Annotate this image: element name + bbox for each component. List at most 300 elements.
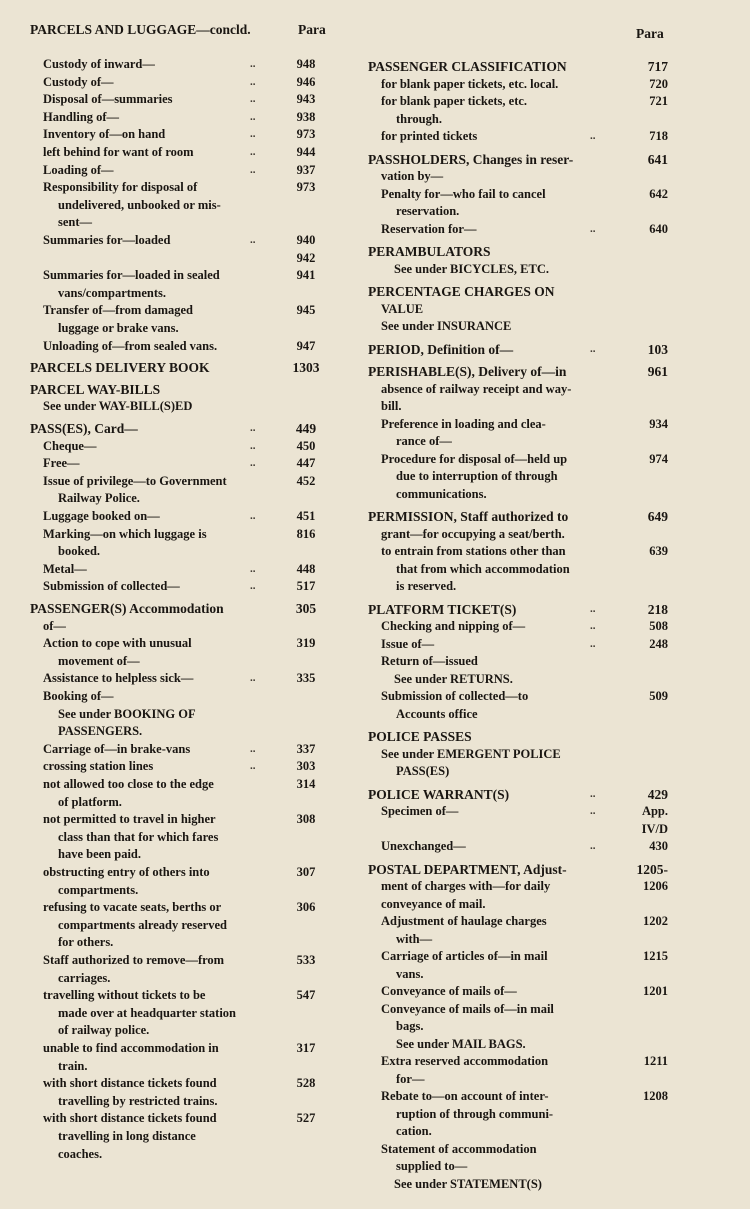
entry-text: Action to cope with unusual — [43, 636, 192, 651]
index-entry — [30, 1128, 350, 1146]
index-entry — [30, 653, 350, 671]
entry-text: travelling without tickets to be — [43, 988, 206, 1003]
entry-text: communications. — [396, 486, 487, 501]
index-entry — [30, 741, 350, 759]
entry-text: that from which accommodation — [396, 561, 570, 576]
index-entry — [30, 162, 350, 180]
entry-text: Cheque— — [43, 438, 97, 453]
para-number: 642 — [649, 186, 668, 201]
para-number: 317 — [296, 1041, 316, 1055]
para-number: 948 — [296, 57, 316, 71]
index-entry — [30, 74, 350, 92]
leader-dots: .. — [250, 742, 256, 755]
index-entry — [368, 1123, 668, 1141]
entry-text: supplied to— — [396, 1159, 468, 1173]
index-entry — [368, 221, 668, 239]
para-number: 974 — [649, 451, 668, 466]
para-number: 448 — [296, 561, 316, 576]
entry-text: vans. — [396, 966, 424, 981]
leader-dots: .. — [590, 222, 596, 235]
para-number: 509 — [649, 689, 668, 703]
para-number: 218 — [647, 601, 668, 617]
entry-text: Submission of collected—to — [381, 689, 529, 703]
index-entry — [30, 723, 350, 741]
entry-text: PLATFORM TICKET(S) — [368, 601, 517, 617]
para-number: 1215 — [643, 949, 668, 963]
entry-text: obstructing entry of others into — [43, 865, 210, 879]
entry-text: through. — [396, 111, 442, 126]
index-entry — [368, 966, 668, 984]
entry-text: Issue of privilege—to Government — [43, 473, 227, 488]
entry-text: luggage or brake vans. — [58, 321, 179, 335]
para-number: 450 — [296, 438, 316, 453]
entry-text: Staff authorized to remove—from — [43, 953, 225, 967]
index-entry — [368, 1036, 668, 1054]
leader-dots: .. — [250, 163, 256, 176]
index-entry — [368, 1071, 668, 1089]
index-entry — [368, 1018, 668, 1036]
para-number: 547 — [296, 988, 316, 1003]
entry-text: coaches. — [58, 1146, 103, 1161]
para-number: 447 — [296, 456, 316, 471]
entry-text: Assistance to helpless sick— — [43, 671, 194, 686]
para-number: 430 — [649, 839, 668, 853]
index-entry — [30, 197, 350, 215]
para-number: 319 — [296, 636, 316, 651]
index-entry — [368, 508, 668, 526]
para-number: 452 — [296, 473, 316, 488]
leader-dots: .. — [590, 342, 596, 355]
index-entry — [30, 829, 350, 847]
para-number: 307 — [296, 865, 316, 879]
entry-text: reservation. — [396, 204, 460, 218]
entry-text: for others. — [58, 935, 114, 950]
index-entry — [368, 561, 668, 579]
para-number: IV/D — [641, 821, 668, 836]
index-entry — [368, 746, 668, 764]
para-number: 528 — [296, 1076, 316, 1091]
entry-text: rance of— — [396, 434, 452, 448]
index-entry — [30, 144, 350, 162]
para-number: 944 — [296, 145, 316, 159]
para-number: 640 — [649, 221, 668, 236]
index-entry — [368, 578, 668, 596]
para-number: 429 — [647, 786, 668, 802]
index-entry — [368, 433, 668, 451]
para-number: 303 — [296, 759, 316, 774]
entry-text: with short distance tickets found — [43, 1111, 217, 1126]
index-entry — [30, 56, 350, 74]
entry-text: travelling in long distance — [58, 1129, 196, 1143]
index-entry — [368, 671, 668, 689]
para-number: 508 — [649, 619, 668, 633]
entry-text: See under BOOKING OF — [58, 706, 196, 721]
index-entry — [368, 526, 668, 544]
index-entry — [30, 794, 350, 812]
index-entry — [368, 1053, 668, 1071]
index-entry — [30, 381, 350, 399]
leader-dots: .. — [250, 580, 256, 593]
entry-text: ment of charges with—for daily — [381, 879, 551, 893]
entry-text: Reservation for— — [381, 221, 477, 236]
index-entry — [30, 970, 350, 988]
para-number: 938 — [296, 109, 316, 124]
para-number: 945 — [296, 303, 316, 318]
index-entry — [368, 878, 668, 896]
entry-text: PERCENTAGE CHARGES ON — [368, 284, 555, 299]
entry-text: Disposal of—summaries — [43, 92, 173, 107]
entry-text: Booking of— — [43, 689, 114, 703]
index-entry — [368, 618, 668, 636]
index-entry — [30, 578, 350, 596]
index-entry — [30, 473, 350, 491]
entry-text: carriages. — [58, 970, 111, 985]
entry-text: See under WAY-BILL(S)ED — [43, 399, 193, 414]
para-number: 943 — [296, 92, 316, 107]
leader-dots: .. — [590, 620, 596, 632]
index-entry — [368, 1001, 668, 1019]
para-number: 937 — [296, 162, 316, 177]
index-entry — [30, 455, 350, 473]
para-number: 946 — [296, 74, 316, 89]
entry-text: made over at headquarter station — [58, 1005, 236, 1020]
entry-text: Carriage of—in brake-vans — [43, 741, 191, 756]
entry-text: have been paid. — [58, 847, 142, 862]
index-entry — [30, 846, 350, 864]
entry-text: Adjustment of haulage charges — [381, 914, 547, 928]
entry-text: Issue of— — [381, 636, 435, 651]
index-entry — [30, 1040, 350, 1058]
entry-text: See under BICYCLES, ETC. — [394, 261, 550, 276]
para-number: 720 — [649, 76, 668, 91]
para-number: 649 — [647, 509, 668, 524]
index-entry — [30, 250, 350, 268]
index-entry — [30, 109, 350, 127]
entry-text: PERAMBULATORS — [368, 244, 491, 259]
index-entry — [368, 948, 668, 966]
index-entry — [368, 1141, 668, 1159]
index-entry — [368, 111, 668, 129]
entry-text: See under EMERGENT POLICE — [381, 746, 561, 761]
leader-dots: .. — [590, 787, 596, 800]
entry-text: Transfer of—from damaged — [43, 303, 193, 318]
index-entry — [368, 763, 668, 781]
index-entry — [368, 1088, 668, 1106]
index-entry — [30, 952, 350, 970]
entry-text: Preference in loading and clea- — [381, 416, 546, 431]
entry-text: POLICE PASSES — [368, 729, 472, 744]
leader-dots: .. — [250, 146, 256, 158]
index-entry — [30, 398, 350, 416]
para-number: 1202 — [643, 914, 668, 928]
index-entry — [368, 381, 668, 399]
para-number: 306 — [296, 900, 316, 915]
index-entry — [368, 151, 668, 169]
para-number: 961 — [647, 364, 668, 379]
index-entry — [30, 706, 350, 724]
entry-text: Carriage of articles of—in mail — [381, 949, 548, 963]
leader-dots: .. — [250, 128, 256, 141]
entry-text: Procedure for disposal of—held up — [381, 451, 568, 466]
entry-text: vans/compartments. — [58, 285, 166, 300]
entry-text: vation by— — [381, 169, 444, 183]
para-number: 1206 — [643, 879, 668, 893]
index-entry — [30, 776, 350, 794]
para-number: 718 — [649, 129, 668, 143]
index-entry — [30, 670, 350, 688]
leader-dots: .. — [250, 439, 256, 452]
index-entry — [368, 186, 668, 204]
para-column-label-right: Para — [636, 26, 664, 41]
para-number: 449 — [295, 421, 317, 436]
index-entry — [368, 931, 668, 949]
entry-text: bill. — [381, 399, 402, 413]
index-entry — [30, 126, 350, 144]
index-entry — [368, 653, 668, 671]
leader-dots: .. — [250, 75, 256, 88]
entry-text: PERISHABLE(S), Delivery of—in — [368, 364, 567, 379]
index-entry — [30, 232, 350, 250]
entry-text: Railway Police. — [58, 491, 140, 506]
index-entry — [368, 913, 668, 931]
para-number: 934 — [649, 416, 668, 431]
index-entry — [30, 811, 350, 829]
entry-text: Specimen of— — [381, 804, 459, 818]
index-entry — [30, 1110, 350, 1128]
index-entry — [368, 861, 668, 879]
index-entry — [368, 601, 668, 619]
page-header: PARCELS AND LUGGAGE—concld. — [30, 22, 251, 37]
entry-text: POSTAL DEPARTMENT, Adjust- — [368, 861, 567, 877]
para-number: 717 — [647, 59, 668, 74]
index-entry — [30, 438, 350, 456]
para-number: 973 — [296, 180, 316, 195]
index-entry — [30, 320, 350, 338]
index-entry — [368, 636, 668, 654]
entry-text: PARCEL WAY-BILLS — [30, 381, 161, 397]
entry-text: Penalty for—who fail to cancel — [381, 186, 546, 201]
index-entry — [368, 58, 668, 76]
entry-text: Accounts office — [396, 706, 478, 721]
index-entry — [368, 318, 668, 336]
entry-text: not allowed too close to the edge — [43, 777, 214, 791]
entry-text: Custody of— — [43, 74, 114, 89]
entry-text: with short distance tickets found — [43, 1076, 217, 1091]
index-entry — [30, 508, 350, 526]
entry-text: for blank paper tickets, etc. — [381, 94, 528, 108]
index-entry — [30, 899, 350, 917]
index-entry — [30, 1093, 350, 1111]
leader-dots: .. — [590, 602, 596, 615]
leader-dots: .. — [250, 457, 256, 470]
para-number: 1303 — [292, 360, 320, 376]
index-entry — [30, 420, 350, 438]
entry-text: See under STATEMENT(S) — [394, 1176, 542, 1191]
leader-dots: .. — [250, 672, 256, 685]
entry-text: Handling of— — [43, 109, 120, 124]
index-entry — [368, 243, 668, 261]
index-entry — [368, 128, 668, 146]
entry-text: Statement of accommodation — [381, 1141, 537, 1156]
para-number: App. — [641, 804, 668, 818]
index-entry — [30, 1058, 350, 1076]
index-entry — [30, 618, 350, 636]
index-entry — [368, 983, 668, 1001]
entry-text: of— — [43, 618, 66, 633]
index-entry — [368, 821, 668, 839]
para-column-label: Para — [298, 22, 326, 37]
index-entry — [30, 285, 350, 303]
entry-text: booked. — [58, 544, 101, 559]
index-entry — [368, 93, 668, 111]
para-number: 941 — [296, 268, 316, 283]
index-entry — [30, 359, 350, 377]
index-entry — [368, 398, 668, 416]
entry-text: PASS(ES), Card— — [30, 421, 138, 436]
index-entry — [368, 543, 668, 561]
index-entry — [368, 468, 668, 486]
index-entry — [30, 864, 350, 882]
entry-text: Extra reserved accommodation — [381, 1054, 549, 1068]
index-entry — [30, 635, 350, 653]
leader-dots: .. — [590, 840, 596, 852]
leader-dots: .. — [590, 130, 596, 142]
para-number: 103 — [647, 341, 668, 357]
entry-text: due to interruption of through — [396, 469, 558, 483]
entry-text: Conveyance of mails of— — [381, 984, 517, 998]
entry-text: compartments already reserved — [58, 917, 227, 932]
entry-text: POLICE WARRANT(S) — [368, 786, 510, 802]
entry-text: Luggage booked on— — [43, 509, 160, 523]
para-number: 641 — [647, 151, 668, 167]
index-entry — [30, 179, 350, 197]
index-entry — [368, 486, 668, 504]
leader-dots: .. — [250, 422, 256, 434]
entry-text: PASS(ES) — [396, 764, 450, 778]
index-entry — [368, 688, 668, 706]
index-entry — [368, 416, 668, 434]
index-entry — [30, 214, 350, 232]
entry-text: cation. — [396, 1124, 432, 1138]
entry-text — [368, 821, 619, 839]
entry-text: absence of railway receipt and way- — [381, 381, 572, 396]
index-entry — [368, 803, 668, 821]
entry-text: for printed tickets — [381, 129, 478, 143]
entry-text: of railway police. — [58, 1023, 150, 1038]
para-number: 527 — [296, 1111, 316, 1126]
para-number: 940 — [296, 233, 316, 247]
index-entry — [368, 168, 668, 186]
entry-text: See under RETURNS. — [394, 671, 513, 686]
entry-text: See under MAIL BAGS. — [396, 1036, 526, 1051]
entry-text — [30, 250, 275, 268]
para-number: 947 — [296, 338, 316, 353]
entry-text: Custody of inward— — [43, 57, 155, 71]
index-entry — [368, 1176, 668, 1194]
index-entry — [368, 786, 668, 804]
para-number: 1211 — [643, 1054, 668, 1068]
index-entry — [30, 490, 350, 508]
entry-text: bags. — [396, 1019, 424, 1033]
entry-text: Submission of collected— — [43, 579, 180, 594]
para-number: 451 — [296, 509, 316, 523]
para-number: 314 — [296, 777, 316, 791]
index-entry — [368, 283, 668, 301]
entry-text: PASSENGER(S) Accommodation — [30, 601, 224, 616]
entry-text: Loading of— — [43, 162, 114, 177]
entry-text: undelivered, unbooked or mis- — [58, 197, 221, 212]
entry-text: Summaries for—loaded in sealed — [43, 268, 220, 283]
index-entry — [368, 896, 668, 914]
index-entry — [30, 1075, 350, 1093]
para-number: 533 — [296, 953, 316, 967]
index-entry — [368, 363, 668, 381]
index-entry — [30, 688, 350, 706]
leader-dots: .. — [590, 637, 596, 650]
entry-text: Marking—on which luggage is — [43, 526, 207, 541]
index-entry — [30, 267, 350, 285]
para-number: 816 — [296, 526, 316, 541]
entry-text: refusing to vacate seats, berths or — [43, 900, 222, 915]
entry-text: PERIOD, Definition of— — [368, 341, 514, 357]
entry-text: Unexchanged— — [381, 839, 466, 853]
entry-text: crossing station lines — [43, 759, 154, 774]
para-number: 305 — [295, 601, 317, 616]
entry-text: for blank paper tickets, etc. local. — [381, 76, 559, 91]
index-entry — [368, 706, 668, 724]
index-entry — [30, 758, 350, 776]
entry-text: Metal— — [43, 561, 87, 576]
entry-text: PASSENGERS. — [58, 724, 143, 739]
para-number: 337 — [296, 741, 316, 756]
index-entry — [368, 341, 668, 359]
leader-dots: .. — [250, 234, 256, 246]
index-entry — [30, 302, 350, 320]
index-entry — [368, 838, 668, 856]
entry-text: with— — [396, 931, 433, 946]
entry-text: compartments. — [58, 882, 139, 897]
para-number: 973 — [296, 127, 316, 142]
entry-text: movement of— — [58, 653, 140, 668]
index-entry — [30, 526, 350, 544]
entry-text: Rebate to—on account of inter- — [381, 1089, 549, 1103]
para-number: 1201 — [643, 984, 668, 998]
entry-text: Summaries for—loaded — [43, 233, 171, 247]
para-number: 517 — [296, 579, 316, 594]
entry-text: to entrain from stations other than — [381, 544, 566, 558]
entry-text: PASSENGER CLASSIFICATION — [368, 59, 567, 74]
entry-text: for— — [396, 1071, 425, 1086]
para-number: 248 — [649, 636, 668, 651]
index-entry — [368, 1158, 668, 1176]
index-entry — [30, 600, 350, 618]
index-entry — [30, 1022, 350, 1040]
index-entry — [368, 728, 668, 746]
index-entry — [368, 301, 668, 319]
para-number: 1205- — [636, 861, 668, 877]
leader-dots: .. — [250, 562, 256, 575]
leader-dots: .. — [250, 58, 256, 70]
index-entry — [30, 338, 350, 356]
index-entry — [30, 91, 350, 109]
leader-dots: .. — [250, 510, 256, 522]
leader-dots: .. — [250, 760, 256, 773]
entry-text: left behind for want of room — [43, 145, 194, 159]
index-entry — [30, 987, 350, 1005]
entry-text: train. — [58, 1058, 88, 1073]
entry-text: not permitted to travel in higher — [43, 812, 216, 827]
index-entry — [30, 543, 350, 561]
